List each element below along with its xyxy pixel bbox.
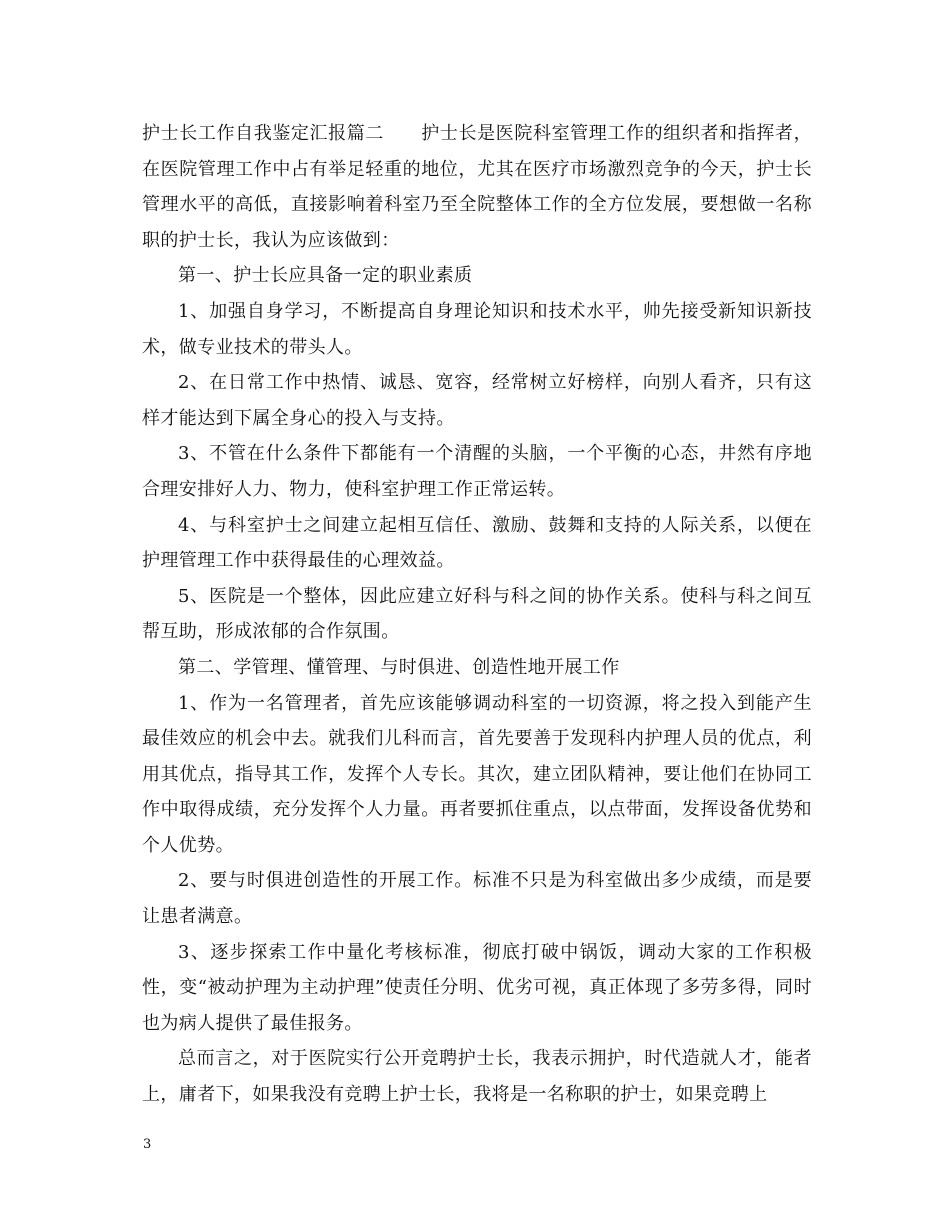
document-body (142, 116, 812, 1113)
list-item: 3、逐步探索工作中量化考核标准，彻底打破中锅饭，调动大家的工作积极性，变“被动护理为主动护理”使责任分明、优劣可视，真正体现了多劳多得，同时也为病人提供了最佳报务。 (142, 941, 812, 1034)
page-number: 3 (143, 1137, 152, 1152)
list-item: 2、在日常工作中热情、诚恳、宽容，经常树立好榜样，向别人看齐，只有这样才能达到下属全身心的投入与支持。 (142, 372, 812, 429)
list-item: 4、与科室护士之间建立起相互信任、激励、鼓舞和支持的人际关系，以便在护理管理工作中获得最佳的心理效益。 (142, 514, 812, 572)
list-item: 2、要与时俱进创造性的开展工作。标准不只是为科室做出多少成绩，而是要让患者满意。 (142, 870, 812, 928)
intro-paragraph: 护士长工作自我鉴定汇报篇二 护士长是医院科室管理工作的组织者和指挥者，在医院管理工作中占有举足轻重的地位，尤其在医疗市场激烈竞争的今天，护士长管理水平的高低，直接影响着科室乃至全院整体工作的全方位发展，要想做一名称职的护士长，我认为应该做到： (142, 123, 812, 251)
list-item: 5、医院是一个整体，因此应建立好科与科之间的协作关系。使科与科之间互帮互助，形成浓郁的合作氛围。 (142, 585, 812, 643)
section-heading-1: 第一、护士长应具备一定的职业素质 (178, 265, 473, 287)
list-item: 1、作为一名管理者，首先应该能够调动科室的一切资源，将之投入到能产生最佳效应的机会中去。就我们儿科而言，首先要善于发现科内护理人员的优点，利用其优点，指导其工作，发挥个人专长。其次，建立团队精神，要让他们在协同工作中取得成绩，充分发挥个人力量。再者要抓住重点，以点带面，发挥设备优势和个人优势。 (142, 692, 812, 856)
conclusion-paragraph: 总而言之，对于医院实行公开竞聘护士长，我表示拥护，时代造就人才，能者上，庸者下，如果我没有竞聘上护士长，我将是一名称职的护士，如果竞聘上 (142, 1048, 812, 1106)
list-item: 1、加强自身学习，不断提高自身理论知识和技术水平，帅先接受新知识新技术，做专业技术的带头人。 (142, 300, 812, 358)
section-heading-2: 第二、学管理、懂管理、与时俱进、创造性地开展工作 (178, 656, 620, 678)
list-item: 3、不管在什么条件下都能有一个清醒的头脑，一个平衡的心态，井然有序地合理安排好人力、物力，使科室护理工作正常运转。 (142, 443, 812, 500)
